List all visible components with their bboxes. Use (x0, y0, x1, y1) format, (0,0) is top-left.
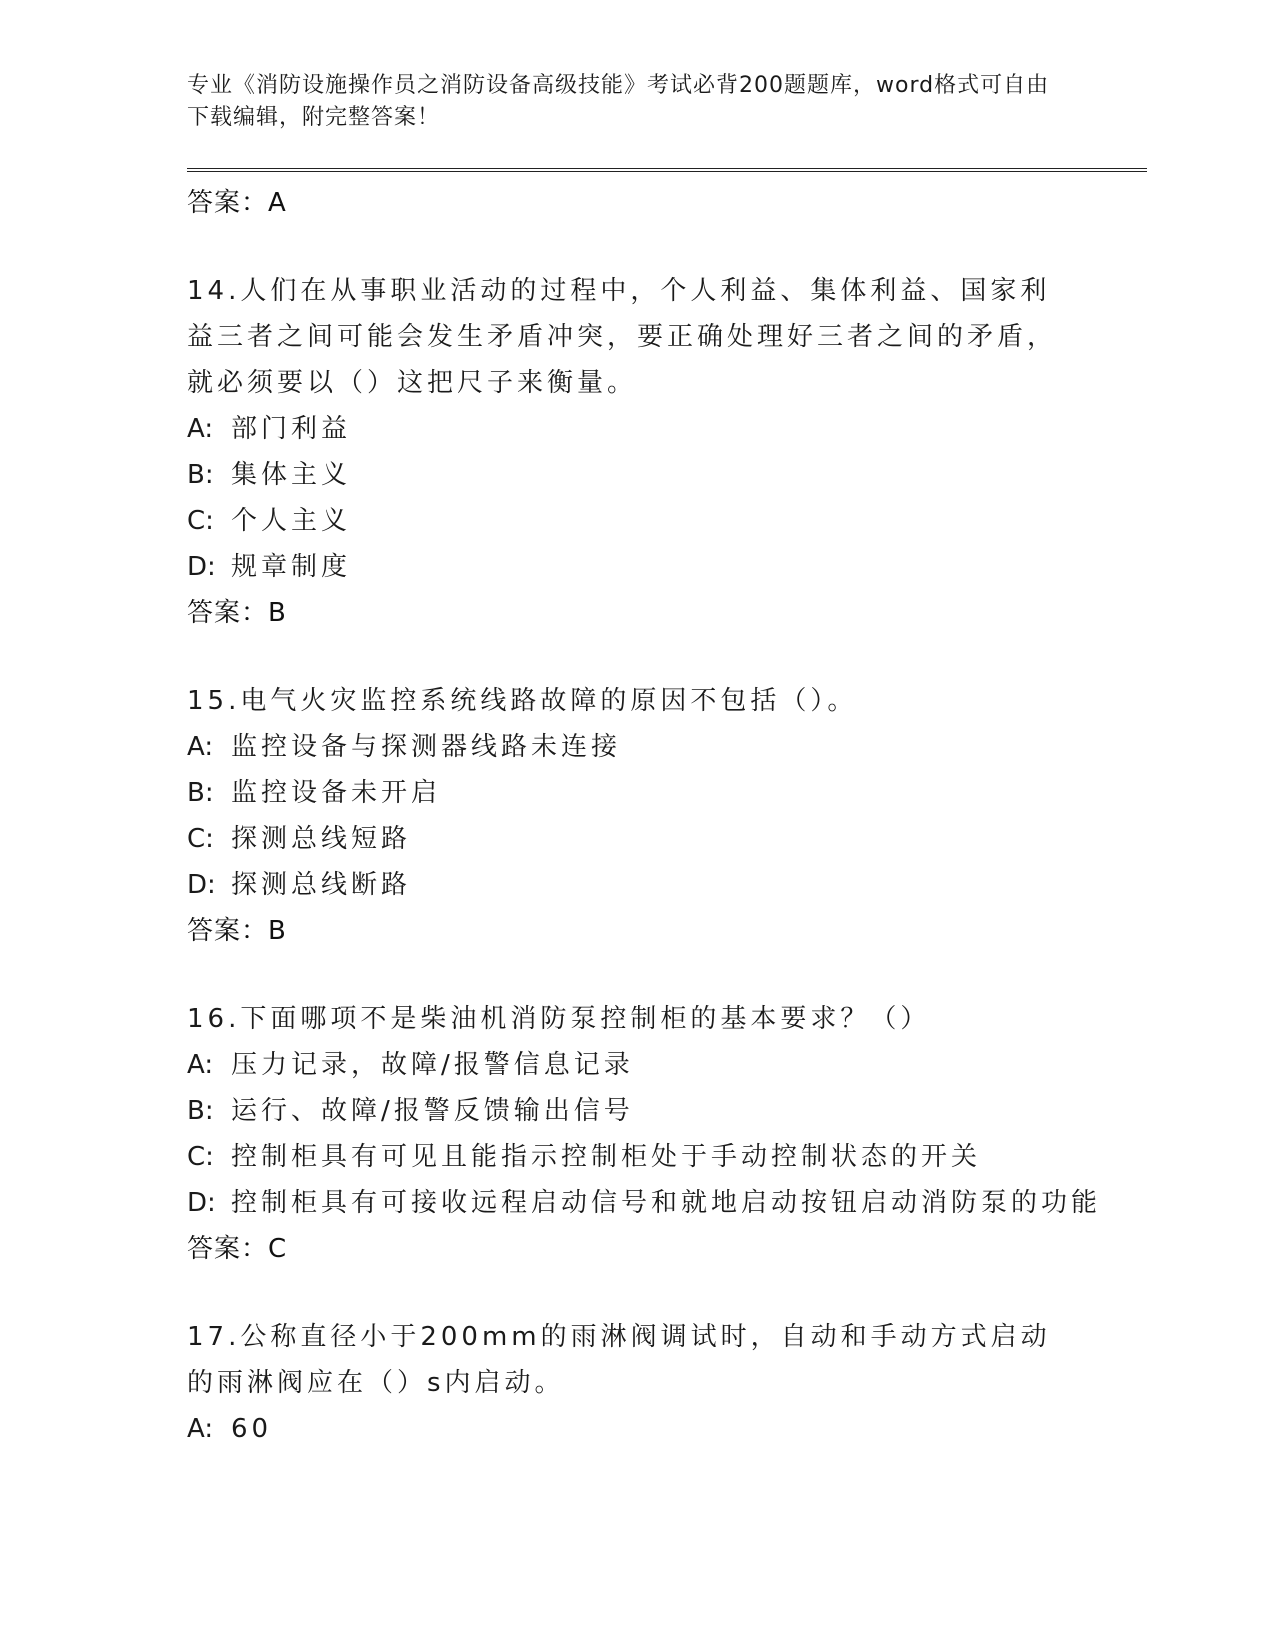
option-text: 规章制度 (231, 552, 352, 582)
question-block (187, 1314, 1147, 1452)
option-text: 运行、故障/报警反馈输出信号 (231, 1096, 634, 1126)
answer-option (187, 816, 1147, 862)
option-letter: A: (187, 732, 214, 762)
answer-option (187, 862, 1147, 908)
question-stem: 16.下面哪项不是柴油机消防泵控制柜的基本要求？（） (187, 1004, 931, 1034)
option-letter: B: (187, 1096, 214, 1126)
answer-option (187, 770, 1147, 816)
option-letter: D: (187, 1188, 216, 1218)
option-letter: C: (187, 824, 214, 854)
question-stem: 15.电气火灾监控系统线路故障的原因不包括（）。 (187, 686, 858, 716)
option-text: 压力记录，故障/报警信息记录 (231, 1050, 634, 1080)
option-text: 监控设备与探测器线路未连接 (231, 732, 622, 762)
answer-option (187, 1134, 1147, 1180)
answer-option (187, 1088, 1147, 1134)
document-header: 专业《消防设施操作员之消防设备高级技能》考试必背200题题库，word格式可自由下载编辑，附完整答案！ (187, 73, 1050, 130)
answer-option (187, 724, 1147, 770)
answer-option (187, 498, 1147, 544)
option-text: 监控设备未开启 (231, 778, 442, 808)
answer-option (187, 1180, 1147, 1226)
answer-option (187, 406, 1147, 452)
answer-option (187, 1406, 1147, 1452)
option-text: 60 (231, 1414, 273, 1444)
answer-option (187, 544, 1147, 590)
option-letter: D: (187, 552, 216, 582)
option-text: 控制柜具有可见且能指示控制柜处于手动控制状态的开关 (231, 1142, 982, 1172)
option-letter: C: (187, 1142, 214, 1172)
question-block (187, 678, 1147, 954)
question-block (187, 268, 1147, 636)
option-letter: B: (187, 778, 214, 808)
option-letter: A: (187, 414, 214, 444)
answer-label: 答案：B (187, 598, 287, 628)
option-text: 控制柜具有可接收远程启动信号和就地启动按钮启动消防泵的功能 (231, 1188, 1102, 1218)
answer-label: 答案：B (187, 916, 287, 946)
option-text: 个人主义 (231, 506, 352, 536)
option-letter: D: (187, 870, 216, 900)
option-text: 探测总线短路 (231, 824, 412, 854)
option-letter: A: (187, 1050, 214, 1080)
option-letter: A: (187, 1414, 214, 1444)
question-stem: 14.人们在从事职业活动的过程中，个人利益、集体利益、国家利益三者之间可能会发生矛盾冲突，要正确处理好三者之间的矛盾，就必须要以（）这把尺子来衡量。 (187, 276, 1058, 398)
option-text: 集体主义 (231, 460, 352, 490)
question-list (187, 268, 1147, 1452)
option-text: 部门利益 (231, 414, 352, 444)
answer-label: 答案：A (187, 188, 287, 218)
answer-option (187, 452, 1147, 498)
question-stem: 17.公称直径小于200mm的雨淋阀调试时，自动和手动方式启动的雨淋阀应在（）s内启动。 (187, 1322, 1051, 1398)
option-text: 探测总线断路 (231, 870, 412, 900)
answer-option (187, 1042, 1147, 1088)
question-block (187, 996, 1147, 1272)
option-letter: C: (187, 506, 214, 536)
option-letter: B: (187, 460, 214, 490)
header-divider (187, 168, 1147, 172)
answer-label: 答案：C (187, 1234, 288, 1264)
document-page (187, 70, 1147, 1452)
